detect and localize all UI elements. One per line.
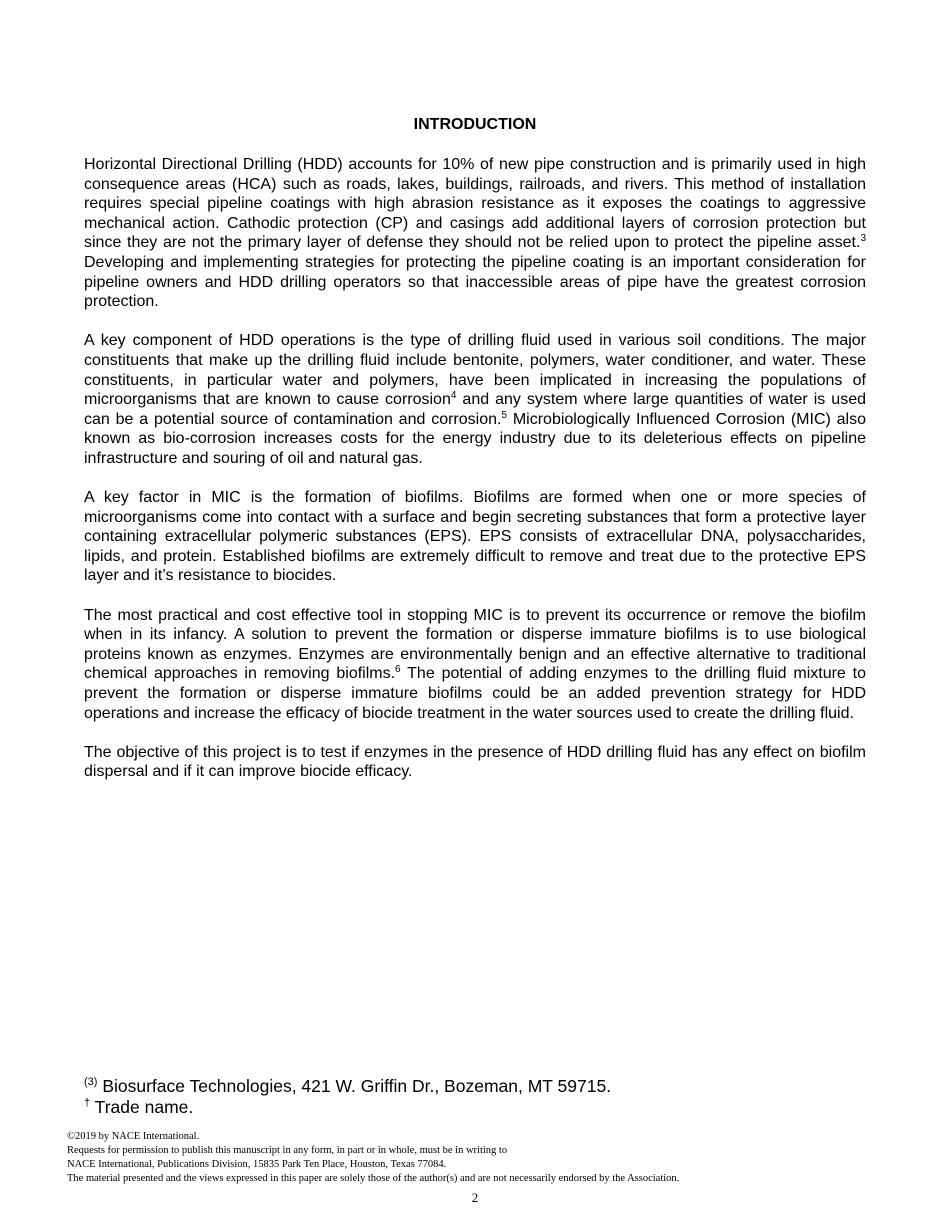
reference-superscript: 6 bbox=[395, 664, 401, 676]
footnote-marker: (3) bbox=[84, 1076, 98, 1088]
footnote-text: Biosurface Technologies, 421 W. Griffin Dr., Bozeman, MT 59715. bbox=[97, 1076, 612, 1096]
paragraph-text: Microbiologically Influenced Corrosion (MIC) also known as bio-corrosion increases costs for the energy industry due to its deleterious effects on pipeline infrastructure and souring of oil and natural gas. bbox=[84, 410, 866, 467]
paragraph-text: and any system where large quantities of water is used can be a potential source of contamination and corrosion. bbox=[84, 391, 867, 428]
paragraph-text: A key factor in MIC is the formation of biofilms. Biofilms are formed when one or more species of microorganisms come into contact with a surface and begin secreting substances that form a protective layer containing extracellular polymeric substances (EPS). EPS consists of extracellular DNA, polysaccharides, lipids, and protein. Established biofilms are extremely difficult to remove and treat due to the protective EPS layer and it’s resistance to biocides. bbox=[84, 489, 866, 585]
copyright-line: The material presented and the views expressed in this paper are solely those of the author(s) and are not necessarily endorsed by the Association. bbox=[67, 1173, 680, 1184]
page-number: 2 bbox=[471, 1190, 479, 1205]
copyright-notice bbox=[67, 1130, 679, 1186]
copyright-line: ©2019 by NACE International. bbox=[67, 1131, 200, 1142]
reference-superscript: 3 bbox=[860, 233, 866, 245]
paragraph-text: The most practical and cost effective tool in stopping MIC is to prevent its occurrence or remove the biofilm when in its infancy. A solution to prevent the formation or disperse immature biofilms is to use biological proteins known as enzymes. Enzymes are environmentally benign and an effective alternative to traditional chemical approaches in removing biofilms. bbox=[84, 606, 866, 683]
footnotes bbox=[84, 1076, 611, 1118]
paragraph-text: The objective of this project is to test if enzymes in the presence of HDD drilling fluid has any effect on biofilm dispersal and if it can improve biocide efficacy. bbox=[84, 743, 866, 781]
paragraph-text: Developing and implementing strategies for protecting the pipeline coating is an important consideration for pipeline owners and HDD drilling operators so that inaccessible areas of pipe have the greatest corrosion protection. bbox=[84, 253, 866, 311]
copyright-line: Requests for permission to publish this manuscript in any form, in part or in whole, must be in writing to bbox=[67, 1145, 508, 1156]
section-heading: INTRODUCTION bbox=[413, 116, 537, 133]
paragraph-enzymes bbox=[84, 606, 866, 724]
reference-superscript: 4 bbox=[450, 390, 457, 402]
paragraph-hdd-overview bbox=[84, 155, 866, 312]
footnote-text: Trade name. bbox=[90, 1097, 194, 1117]
copyright-line: NACE International, Publications Division, 15835 Park Ten Place, Houston, Texas 77084. bbox=[67, 1159, 447, 1170]
introduction-body bbox=[84, 155, 866, 802]
footnote-trade-name bbox=[84, 1097, 611, 1118]
footnote-affiliation bbox=[84, 1076, 611, 1097]
paragraph-text: The potential of adding enzymes to the drilling fluid mixture to prevent the formation or disperse immature biofilms could be an added prevention strategy for HDD operations and increase the efficacy of biocide treatment in the water sources used to create the drilling fluid. bbox=[84, 665, 867, 722]
paragraph-drilling-fluid bbox=[84, 331, 866, 468]
paragraph-objective bbox=[84, 743, 866, 782]
reference-superscript: 5 bbox=[501, 409, 508, 421]
paragraph-biofilms bbox=[84, 488, 866, 586]
footnote-marker: † bbox=[84, 1097, 91, 1109]
paragraph-text: A key component of HDD operations is the type of drilling fluid used in various soil conditions. The major constituents that make up the drilling fluid include bentonite, polymers, water conditioner, and water. These constituents, in particular water and polymers, have been implicated in increasing the populations of microorganisms that are known to cause corrosion bbox=[84, 332, 866, 409]
paragraph-text: Horizontal Directional Drilling (HDD) accounts for 10% of new pipe construction and is primarily used in high consequence areas (HCA) such as roads, lakes, buildings, railroads, and rivers. This method of installation requires special pipeline coatings with high abrasion resistance as it exposes the coatings to aggressive mechanical action. Cathodic protection (CP) and casings add additional layers of corrosion protection but since they are not the primary layer of defense they should not be relied upon to protect the pipeline asset. bbox=[84, 156, 866, 252]
